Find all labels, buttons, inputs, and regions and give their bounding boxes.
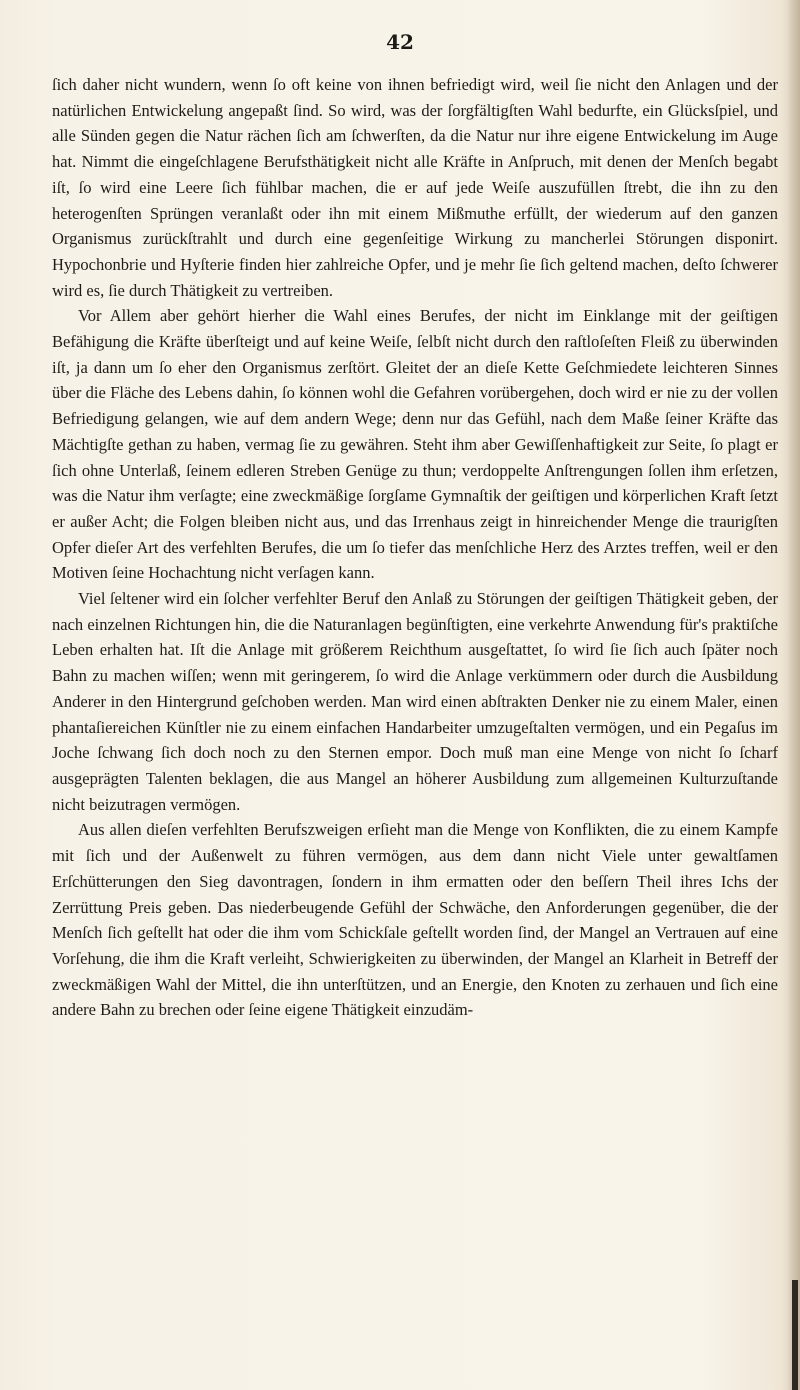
body-text (52, 72, 778, 1023)
paragraph-1: ſich daher nicht wundern, wenn ſo oft keine von ihnen befriedigt wird, weil ſie nicht den Anlagen und der natürlichen Entwickelung angepaßt ſind. So wird, was der ſorgfältigſten Wahl bedurfte, ein Glücksſpiel, und alle Sünden gegen die Natur rächen ſich am ſchwerſten, da die Natur nur ihre eigene Entwickelung im Auge hat. Nimmt die eingeſchlagene Berufsthätigkeit nicht alle Kräfte in Anſpruch, mit denen der Menſch begabt iſt, ſo wird eine Leere ſich fühlbar machen, die er auf jede Weiſe auszufüllen ſtrebt, die ihn zu den heterogenſten Sprüngen veranlaßt oder ihn mit einem Mißmuthe erfüllt, der wiederum auf den ganzen Organismus zurückſtrahlt und durch eine gegenſeitige Wirkung zu mancherlei Störungen disponirt. Hypochonbrie und Hyſterie finden hier zahlreiche Opfer, und je mehr ſie ſich geltend machen, deſto ſchwerer wird es, ſie durch Thätigkeit zu vertreiben. (52, 75, 778, 300)
page-edge-shadow (786, 0, 800, 1390)
paragraph-3: Viel ſeltener wird ein ſolcher verfehlter Beruf den Anlaß zu Störungen der geiſtigen Thätigkeit geben, der nach einzelnen Richtungen hin, die die Naturanlagen begünſtigten, eine verkehrte Anwendung für's praktiſche Leben erhalten hat. Iſt die Anlage mit größerem Reichthum ausgeſtattet, ſo wird ſie ſich auch ſpäter noch Bahn zu machen wiſſen; wenn mit geringerem, ſo wird die Anlage verkümmern oder durch die Ausbildung Anderer in den Hintergrund geſchoben werden. Man wird einen abſtrakten Denker nie zu einem Maler, einen phantaſiereichen Künſtler nie zu einem einfachen Handarbeiter umzugeſtalten vermögen, und ein Pegaſus im Joche ſchwang ſich doch noch zu den Sternen empor. Doch muß man eine Menge von nicht ſo ſcharf ausgeprägten Talenten beklagen, die aus Mangel an höherer Ausbildung zum allgemeinen Kulturzuſtande nicht beizutragen vermögen. (52, 589, 778, 814)
binding-mark (792, 1280, 798, 1390)
paragraph-2: Vor Allem aber gehört hierher die Wahl eines Berufes, der nicht im Einklange mit der geiſtigen Befähigung die Kräfte überſteigt und auf keine Weiſe, ſelbſt nicht durch den raſtloſeſten Fleiß zu überwinden iſt, ja dann um ſo eher den Organismus zerſtört. Gleitet der an dieſe Kette Geſchmiedete leichteren Sinnes über die Fläche des Lebens dahin, ſo können wohl die Gefahren vorübergehen, doch wird er nie zu der vollen Befriedigung gelangen, wie auf dem andern Wege; denn nur das Gefühl, nach dem Maße ſeiner Kräfte das Mächtigſte gethan zu haben, vermag ſie zu gewähren. Steht ihm aber Gewiſſenhaftigkeit zur Seite, ſo plagt er ſich ohne Unterlaß, ſeinem edleren Streben Genüge zu thun; verdoppelte Anſtrengungen ſollen ihm erſetzen, was die Natur ihm verſagte; eine zweckmäßige ſorgſame Gymnaſtik der geiſtigen und körperlichen Kraft ſetzt er außer Acht; die Folgen bleiben nicht aus, und das Irrenhaus zeigt in hinreichender Menge die traurigſten Opfer dieſer Art des verfehlten Berufes, die um ſo tiefer das menſchliche Herz des Arztes treffen, weil er den Motiven ſeine Hochachtung nicht verſagen kann. (52, 306, 778, 583)
page-number: 42 (386, 30, 414, 54)
paragraph-4: Aus allen dieſen verfehlten Berufszweigen erſieht man die Menge von Konflikten, die zu einem Kampfe mit ſich und der Außenwelt zu führen vermögen, aus dem dann nicht Viele unter gewaltſamen Erſchütterungen den Sieg davontragen, ſondern in ihm ermatten oder den beſſern Theil ihres Ichs der Zerrüttung Preis geben. Das niederbeugende Gefühl der Schwäche, den Anforderungen gegenüber, die der Menſch ſich geſtellt hat oder die ihm vom Schickſale geſtellt worden ſind, der Mangel an Vertrauen auf eine Vorſehung, die ihm die Kraft verleiht, Schwierigkeiten zu überwinden, der Mangel an Klarheit in Betreff der zweckmäßigen Wahl der Mittel, die ihn unterſtützen, und an Energie, den Knoten zu zerhauen und ſich eine andere Bahn zu brechen oder ſeine eigene Thätigkeit einzudäm- (52, 820, 778, 1020)
